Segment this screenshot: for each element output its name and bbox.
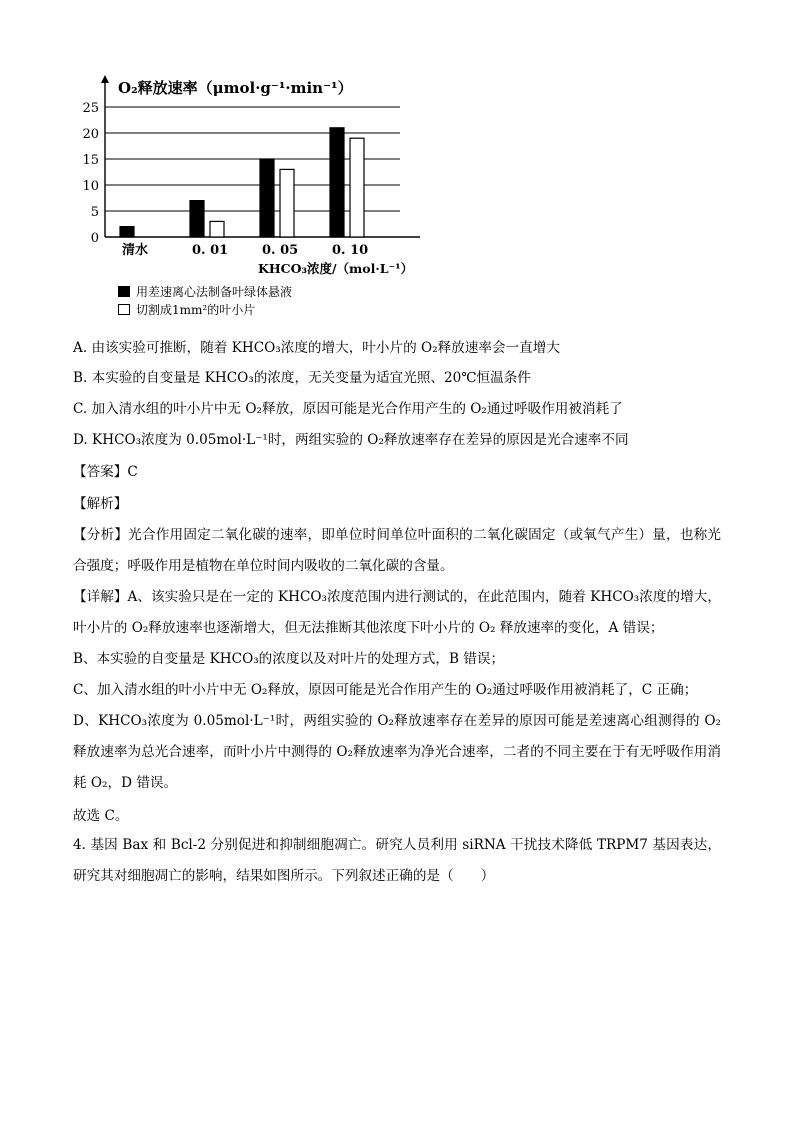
option-c: C. 加入清水组的叶小片中无 O₂释放，原因可能是光合作用产生的 O₂通过呼吸作用被消耗了 [73, 401, 623, 417]
x-tick-label: 清水 [122, 243, 149, 258]
bar [280, 169, 294, 237]
question-4: 4. 基因 Bax 和 Bcl-2 分别促进和抑制细胞凋亡。研究人员利用 siRNA 干扰技术降低 TRPM7 基因表达，研究其对细胞凋亡的影响，结果如图所示。下列叙述正确的是（ ） [73, 837, 721, 884]
x-axis-label: KHCO₃浓度/（mol·L⁻¹） [258, 261, 414, 276]
bar [260, 159, 274, 237]
legend-label-leaf: 切割成1mm²的叶小片 [136, 303, 256, 317]
analysis-heading: 【解析】 [73, 496, 128, 512]
answer: 【答案】C [73, 464, 138, 480]
x-tick-label: 0. 05 [262, 243, 299, 258]
x-tick-label: 0. 01 [192, 243, 229, 258]
y-tick-label: 20 [82, 127, 99, 142]
legend-item-suspension [118, 283, 418, 300]
option-a: A. 由该实验可推断，随着 KHCO₃浓度的增大，叶小片的 O₂释放速率会一直增大 [73, 340, 560, 356]
detail-c: C、加入清水组的叶小片中无 O₂释放，原因可能是光合作用产生的 O₂通过呼吸作用被消耗了，C 正确； [73, 682, 698, 698]
detail-a: 【详解】A、该实验只是在一定的 KHCO₃浓度范围内进行测试的，在此范围内，随着 KHCO₃浓度的增大，叶小片的 O₂释放速率也逐渐增大，但无法推断其他浓度下叶小片的 O₂ 释放速率的变化，A 错误； [73, 589, 721, 636]
y-tick-label: 25 [82, 101, 99, 116]
bar [330, 128, 344, 237]
legend-swatch-black [118, 286, 130, 297]
bar [210, 221, 224, 237]
legend-swatch-white [118, 304, 130, 315]
legend-item-leaf [118, 301, 418, 318]
conclusion: 故选 C。 [73, 808, 129, 824]
bar [120, 227, 134, 237]
y-tick-label: 5 [90, 205, 99, 220]
y-axis-arrow [101, 75, 109, 83]
bar [350, 138, 364, 237]
y-tick-label: 10 [82, 179, 99, 194]
option-d: D. KHCO₃浓度为 0.05mol·L⁻¹时，两组实验的 O₂释放速率存在差异的原因是光合速率不同 [73, 432, 629, 448]
chart-title: O₂释放速率（μmol·g⁻¹·min⁻¹） [118, 79, 353, 97]
option-b: B. 本实验的自变量是 KHCO₃的浓度，无关变量为适宜光照、20℃恒温条件 [73, 370, 531, 386]
legend-label-suspension: 用差速离心法制备叶绿体悬液 [136, 285, 293, 299]
detail-b: B、本实验的自变量是 KHCO₃的浓度以及对叶片的处理方式，B 错误； [73, 651, 505, 667]
analysis-text: 【分析】光合作用固定二氧化碳的速率，即单位时间单位叶面积的二氧化碳固定（或氧气产生）量，也称光合强度；呼吸作用是植物在单位时间内吸收的二氧化碳的含量。 [73, 527, 721, 574]
bar [190, 201, 204, 237]
y-tick-label: 0 [90, 231, 99, 246]
y-tick-label: 15 [82, 153, 99, 168]
x-tick-label: 0. 10 [332, 243, 369, 258]
detail-d: D、KHCO₃浓度为 0.05mol·L⁻¹时，两组实验的 O₂释放速率存在差异的原因可能是差速离心组测得的 O₂释放速率为总光合速率，而叶小片中测得的 O₂释放速率为净光合速率，二者的不同主要在于有无呼吸作用消耗 O₂，D 错误。 [73, 713, 721, 791]
